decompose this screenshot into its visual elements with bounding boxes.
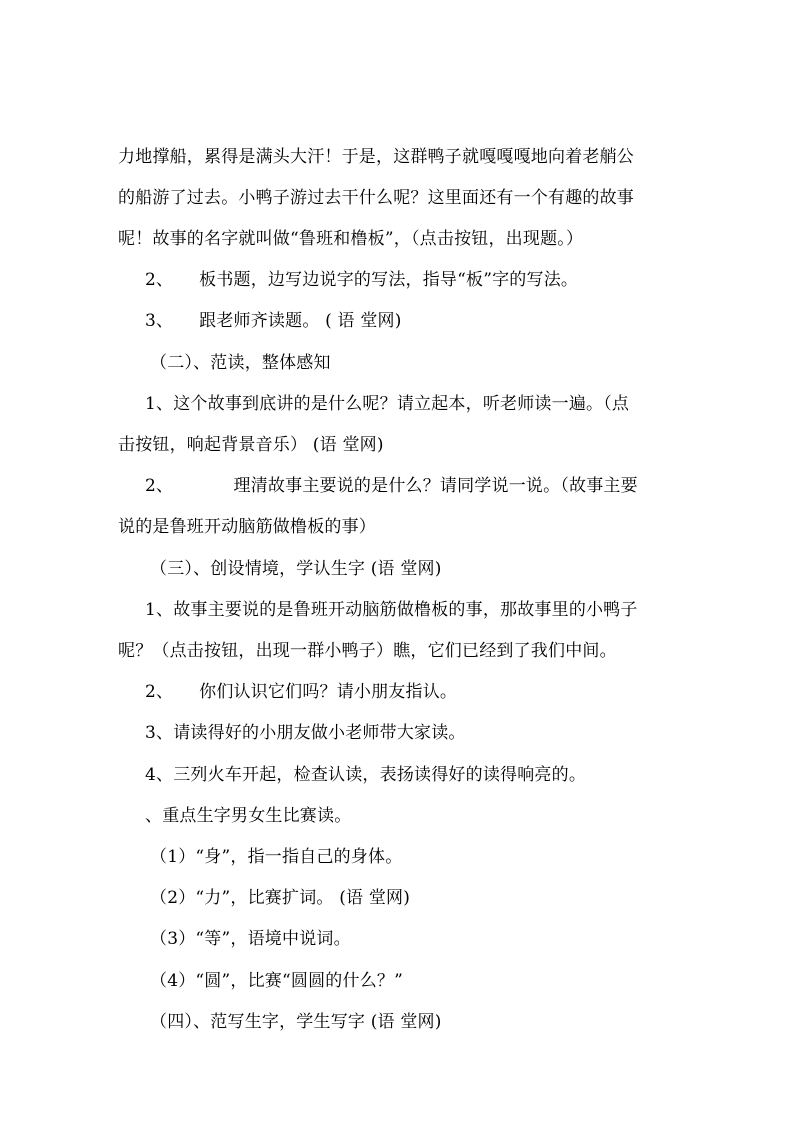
paragraph-line: 的船游了过去。小鸭子游过去干什么呢？这里面还有一个有趣的故事 <box>118 188 634 208</box>
paragraph-line: 呢？（点击按钮，出现一群小鸭子）瞧，它们已经到了我们中间。 <box>118 641 617 661</box>
list-item: 2、 理清故事主要说的是什么？请同学说一说。（故事主要 <box>145 476 638 496</box>
list-item: 1、这个故事到底讲的是什么呢？请立起本，听老师读一遍。（点 <box>145 394 630 414</box>
list-item: 3、请读得好的小朋友做小老师带大家读。 <box>145 723 466 743</box>
list-item: 2、 板书题，边写边说字的写法，指导“板”字的写法。 <box>145 270 579 290</box>
paragraph-line: 力地撑船，累得是满头大汗！于是，这群鸭子就嘎嘎嘎地向着老艄公 <box>118 147 634 167</box>
list-item: 1、故事主要说的是鲁班开动脑筋做橹板的事，那故事里的小鸭子 <box>145 600 638 620</box>
list-item: 3、 跟老师齐读题。 ( 语 堂网) <box>145 311 402 331</box>
section-heading: （三）、创设情境，学认生字 (语 堂网) <box>150 559 442 579</box>
list-item: （4）“圆”，比赛“圆圆的什么？” <box>150 971 403 991</box>
list-item: （1）“身”，指一指自己的身体。 <box>150 847 403 867</box>
list-item: 2、 你们认识它们吗？请小朋友指认。 <box>145 682 458 702</box>
section-heading: （四）、范写生字，学生写字 (语 堂网) <box>150 1012 442 1032</box>
list-item: 4、三列火车开起，检查认读，表扬读得好的读得响亮的。 <box>145 765 587 785</box>
section-heading: （二）、范读，整体感知 <box>150 353 331 373</box>
paragraph-line: 击按钮，响起背景音乐） (语 堂网) <box>118 435 384 455</box>
paragraph-line: 说的是鲁班开动脑筋做橹板的事） <box>118 517 376 537</box>
list-item: 、重点生字男女生比赛读。 <box>145 806 352 826</box>
paragraph-line: 呢！故事的名字就叫做“鲁班和橹板”，（点击按钮，出现题。） <box>118 229 584 249</box>
list-item: （2）“力”，比赛扩词。 (语 堂网) <box>150 888 411 908</box>
list-item: （3）“等”，语境中说词。 <box>150 929 351 949</box>
